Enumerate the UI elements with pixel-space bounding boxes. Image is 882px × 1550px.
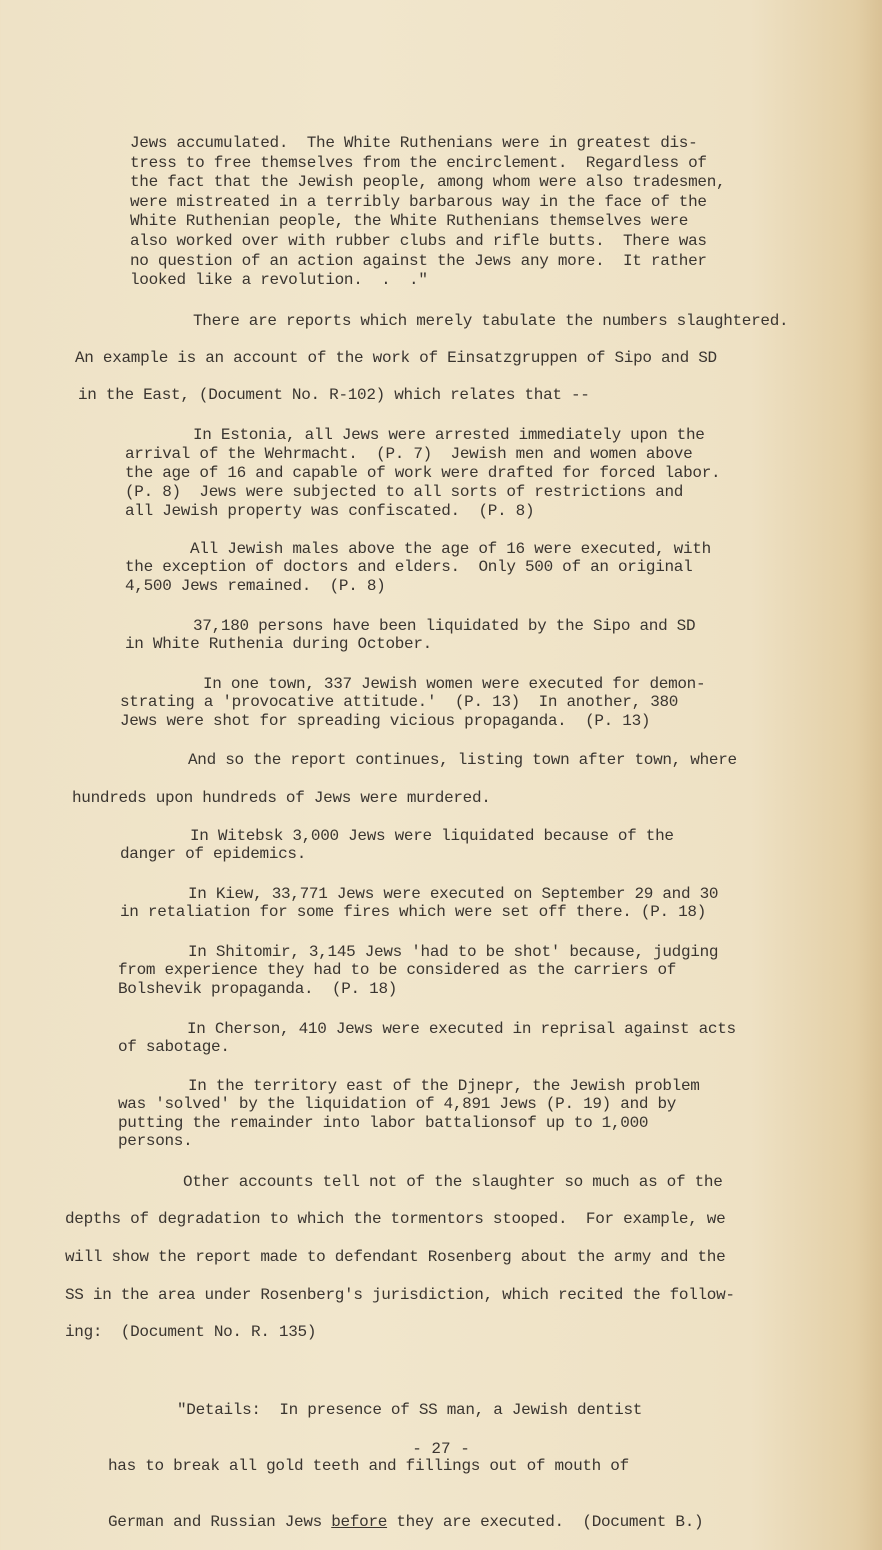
text-line (108, 1513, 703, 1532)
text-line: An example is an account of the work of Einsatzgruppen of Sipo and SD (75, 349, 717, 367)
text-line: no question of an action against the Jews any more. It rather (130, 251, 707, 270)
text-line: In the territory east of the Djnepr, the Jewish problem (188, 1077, 700, 1095)
text-line: persons. (118, 1132, 193, 1151)
text-line: "Details: In presence of SS man, a Jewish dentist (177, 1401, 643, 1420)
text-line: will show the report made to defendant Rosenberg about the army and the (65, 1248, 726, 1266)
text-line: 4,500 Jews remained. (P. 8) (125, 576, 386, 595)
text-line: Other accounts tell not of the slaughter so much as of the (183, 1173, 723, 1191)
text-line: In Estonia, all Jews were arrested immediately upon the (193, 426, 705, 444)
text-line: in retaliation for some fires which were set off there. (P. 18) (120, 903, 706, 922)
text-line: arrival of the Wehrmacht. (P. 7) Jewish men and women above (125, 445, 693, 463)
page-number: - 27 - (412, 1440, 470, 1458)
text-line: Jews accumulated. The White Ruthenians were in greatest dis- (130, 134, 698, 152)
text-line: In Cherson, 410 Jews were executed in reprisal against acts (187, 1020, 736, 1038)
text-line: 37,180 persons have been liquidated by the Sipo and SD (193, 617, 696, 635)
text-line: In Shitomir, 3,145 Jews 'had to be shot' because, judging (188, 943, 719, 961)
text-line: SS in the area under Rosenberg's jurisdiction, which recited the follow- (65, 1286, 735, 1304)
text-line: Bolshevik propaganda. (P. 18) (118, 979, 398, 998)
text-line: There are reports which merely tabulate the numbers slaughtered. (193, 312, 789, 330)
text-line: was 'solved' by the liquidation of 4,891 Jews (P. 19) and by (118, 1095, 677, 1114)
text-line: All Jewish males above the age of 16 were executed, with (190, 540, 711, 558)
text-line: (P. 8) Jews were subjected to all sorts of restrictions and (125, 483, 684, 501)
text-line: the exception of doctors and elders. Only 500 of an original (125, 558, 693, 577)
text-line: the fact that the Jewish people, among whom were also tradesmen, (130, 173, 726, 192)
text-line: strating a 'provocative attitude.' (P. 13) In another, 380 (120, 693, 679, 712)
text-line: hundreds upon hundreds of Jews were murdered. (72, 789, 491, 807)
text-line: And so the report continues, listing town after town, where (188, 751, 737, 769)
text-line: looked like a revolution. . ." (130, 271, 428, 290)
text-line: in the East, (Document No. R-102) which relates that -- (78, 386, 590, 404)
text-line: White Ruthenian people, the White Ruthenians themselves were (130, 212, 689, 231)
text-segment: they are executed. (Document B.) (387, 1512, 704, 1531)
text-line: In Kiew, 33,771 Jews were executed on September 29 and 30 (188, 885, 719, 903)
text-line: of sabotage. (118, 1038, 230, 1057)
text-line: all Jewish property was confiscated. (P. 8) (125, 502, 535, 520)
text-line: were mistreated in a terribly barbarous way in the face of the (130, 192, 707, 211)
text-line: from experience they had to be considered as the carriers of (118, 961, 677, 980)
text-line: ing: (Document No. R. 135) (65, 1323, 317, 1341)
text-line: depths of degradation to which the tormentors stooped. For example, we (65, 1210, 726, 1228)
text-line: Jews were shot for spreading vicious propaganda. (P. 13) (120, 711, 651, 730)
text-line: In Witebsk 3,000 Jews were liquidated because of the (190, 827, 674, 845)
text-line: danger of epidemics. (120, 845, 307, 864)
text-line: tress to free themselves from the encirclement. Regardless of (130, 153, 707, 172)
underlined-word: before (331, 1512, 388, 1531)
text-segment: German and Russian Jews (108, 1512, 332, 1531)
text-line: has to break all gold teeth and fillings out of mouth of (108, 1456, 629, 1475)
text-line: also worked over with rubber clubs and rifle butts. There was (130, 232, 707, 250)
text-line: the age of 16 and capable of work were drafted for forced labor. (125, 464, 721, 482)
text-line: in White Ruthenia during October. (125, 635, 432, 654)
text-line: putting the remainder into labor battalionsof up to 1,000 (118, 1113, 649, 1132)
text-line: In one town, 337 Jewish women were executed for demon- (203, 675, 706, 693)
